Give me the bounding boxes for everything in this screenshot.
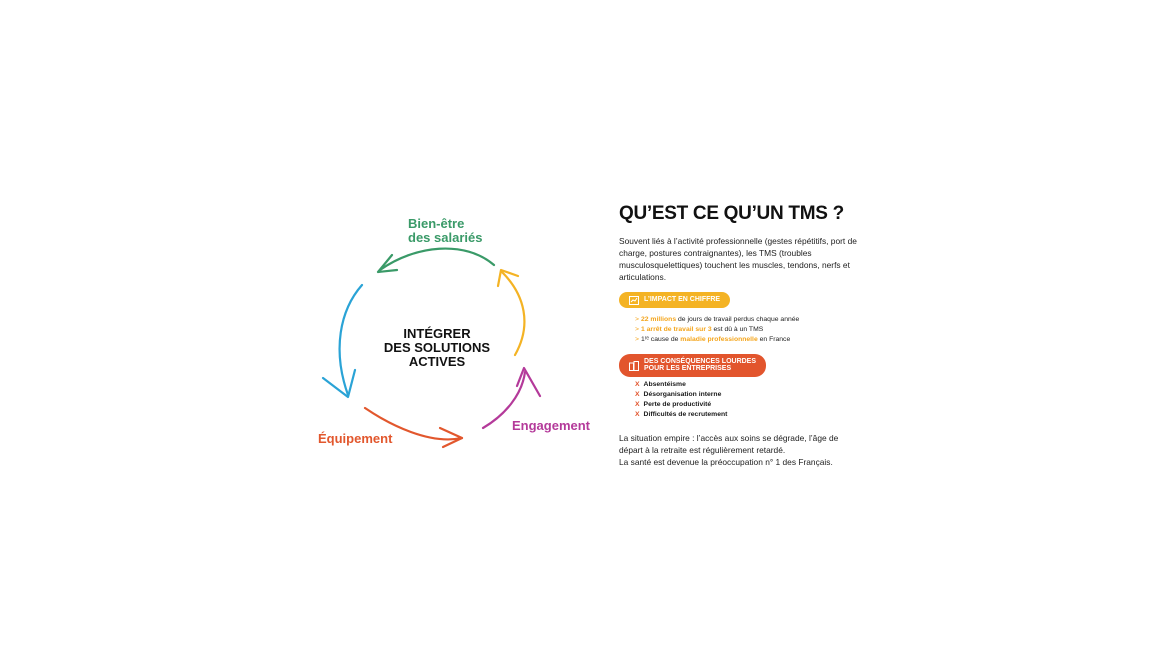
consequences-label: DES CONSÉQUENCES LOURDES POUR LES ENTREPRISES (644, 357, 757, 372)
consequence-item: X Désorganisation interne (635, 390, 722, 398)
building-icon (629, 361, 639, 370)
intro-text: Souvent liés à l’activité professionnelle (gestes répétitifs, port de charge, postures contraignantes), les TMS (troubles musculosquelettiques) touchent les muscles, tendons, nerfs et articulations. (619, 236, 857, 282)
center-line-2: DES SOLUTIONS (383, 340, 491, 355)
label-engagement: Engagement (512, 418, 591, 433)
consequence-item: X Difficultés de recrutement (635, 410, 728, 418)
center-line-1: INTÉGRER (403, 326, 471, 341)
label-wellbeing (408, 217, 482, 245)
x-icon: X (635, 400, 640, 408)
label-wellbeing-line-2: des salariés (408, 230, 483, 245)
stats-list (635, 315, 864, 345)
blue-arrow (340, 285, 362, 395)
center-line-3: ACTIVES (408, 354, 466, 369)
outro-line-1: La situation empire : l’accès aux soins se dégrade, l’âge de départ à la retraite est régulièrement retardé. (619, 432, 839, 455)
stat-item: > 1ʳᵉ cause de maladie professionnelle en France (635, 335, 791, 343)
impact-badge (619, 292, 730, 308)
consequences-list (635, 380, 864, 420)
label-equipment: Équipement (318, 431, 393, 446)
consequence-item: X Perte de productivité (635, 400, 712, 408)
outro-text (619, 432, 864, 468)
stat-item: > 1 arrêt de travail sur 3 est dû à un TMS (635, 325, 764, 333)
consequences-badge (619, 354, 766, 377)
info-panel (619, 203, 864, 468)
x-icon: X (635, 390, 640, 398)
page-title: QU’EST CE QU’UN TMS ? (619, 203, 844, 224)
yellow-arrow (502, 272, 524, 355)
impact-label: L’IMPACT EN CHIFFRE (644, 296, 721, 304)
x-icon: X (635, 380, 640, 388)
consequence-item: X Absentéisme (635, 380, 686, 388)
label-wellbeing-line-1: Bien-être (408, 216, 465, 231)
green-arrow (380, 249, 494, 270)
outro-line-2: La santé est devenue la préoccupation n° 1 des Français. (619, 456, 833, 467)
cycle-center-label (377, 327, 497, 369)
stat-item: > 22 millions de jours de travail perdus chaque année (635, 315, 800, 323)
chart-icon (629, 296, 639, 305)
x-icon: X (635, 410, 640, 418)
